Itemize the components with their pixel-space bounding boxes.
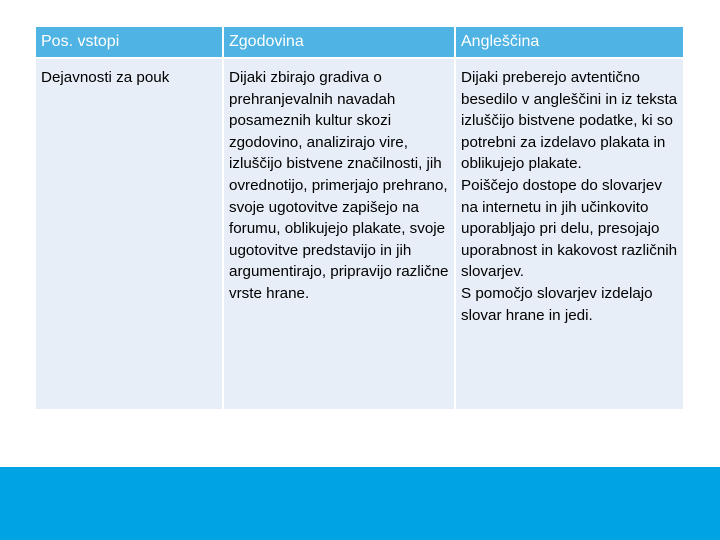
anglescina-paragraph-3: S pomočjo slovarjev izdelajo slovar hrane in jedi. — [461, 284, 653, 324]
header-cell-zgodovina: Zgodovina — [222, 27, 454, 57]
header-cell-pos-vstopi: Pos. vstopi — [36, 27, 222, 57]
header-cell-anglescina: Angleščina — [454, 27, 683, 57]
row-label-cell: Dejavnosti za pouk — [36, 57, 222, 409]
anglescina-paragraph-2: Poiščejo dostope do slovarjev na internetu in jih učinkovito uporabljajo pri delu, presojajo uporabnost in kakovost različnih slovarjev. — [461, 176, 678, 281]
anglescina-text-cell — [454, 57, 683, 409]
footer-band — [0, 467, 720, 540]
anglescina-paragraph-1: Dijaki preberejo avtentično besedilo v angleščini in iz teksta izluščijo bistvene podatke, ki so potrebni za izdelavo plakata in oblikujejo plakate. — [461, 69, 678, 173]
content-table — [36, 27, 683, 439]
zgodovina-text-cell: Dijaki zbirajo gradiva o prehranjevalnih navadah posameznih kultur skozi zgodovino, analizirajo vire, izluščijo bistvene značilnosti, jih ovrednotijo, primerjajo prehrano, svoje ugotovitve zapišejo na forumu, oblikujejo plakate, svoje ugotovitve predstavijo in jih argumentirajo, pripravijo različne vrste hrane. — [222, 57, 454, 409]
